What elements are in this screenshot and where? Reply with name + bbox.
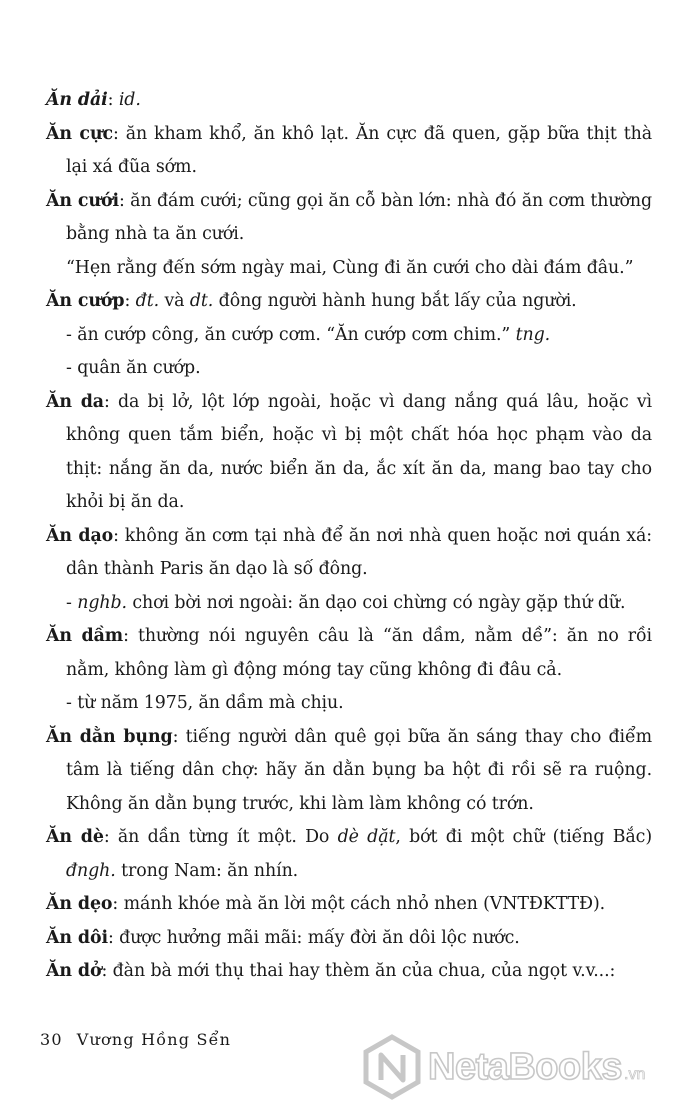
entry-example: - từ năm 1975, ăn dầm mà chịu.: [66, 693, 344, 713]
entry-example: - quân ăn cướp.: [66, 358, 201, 378]
entry-separator: :: [107, 927, 120, 948]
entry-definition: ăn kham khổ, ăn khô lạt. Ăn cực đã quen, gặp bữa thịt thà lại xá đũa sớm.: [66, 123, 653, 177]
entry-an-de: [46, 821, 652, 888]
entry-headword: Ăn cực: [46, 123, 113, 144]
entry-headword: Ăn dôi: [46, 927, 108, 948]
example-text: chơi bời nơi ngoài: ăn dạo coi chừng có ngày gặp thứ dữ.: [126, 592, 626, 613]
entry-definition: ăn dần từng ít một. Do: [117, 827, 338, 847]
entry-pos: đt.: [135, 291, 160, 311]
entry-separator: :: [103, 827, 118, 847]
entry-definition: da bị lở, lột lớp ngoài, hoặc vì dang nắng quá lâu, hoặc vì không quen tắm biển, hoặc vì bị một chất hóa học phạm vào da thịt: nắng ăn da, nước biển ăn da, ắc xít ăn da, mang bao tay cho khỏi bị ăn da.: [66, 391, 653, 512]
entry-pos: dt.: [189, 291, 214, 311]
entry-an-do: [46, 955, 652, 989]
entry-italic-term: dè dặt: [337, 827, 396, 847]
entry-headword: Ăn cướp: [46, 291, 125, 311]
entry-separator: :: [172, 726, 186, 747]
page-number: 30: [40, 1030, 63, 1049]
entry-headword: Ăn dải: [46, 90, 108, 110]
entry-headword: Ăn dẹo: [46, 894, 113, 914]
entry-an-deo: [46, 888, 652, 922]
entry-an-cuc: [46, 118, 652, 185]
entry-conjunction: và: [159, 291, 190, 311]
entry-definition: tiếng người dân quê gọi bữa ăn sáng thay cho điểm tâm là tiếng dân chợ: hãy ăn dằn bụng ba hột đi rồi sẽ ra ruộng. Không ăn dằn bụng trước, khi làm làm không có trớn.: [66, 726, 653, 814]
entry-quote: “Hẹn rằng đến sớm ngày mai, Cùng đi ăn cưới cho dài đám đâu.”: [66, 257, 634, 278]
entry-definition: mánh khóe mà ăn lời một cách nhỏ nhen (VNTĐKTTĐ).: [123, 894, 606, 914]
entry-definition: đàn bà mới thụ thai hay thèm ăn của chua, của ngọt v.v...:: [112, 961, 616, 981]
entry-an-cuoi: [46, 185, 652, 252]
entry-an-dam: [46, 620, 652, 687]
entry-separator: :: [103, 391, 118, 412]
entry-separator: :: [101, 961, 113, 981]
entry-headword: Ăn dằn bụng: [46, 726, 173, 747]
entry-separator: :: [124, 291, 136, 311]
entry-an-dai: [46, 84, 652, 118]
entry-an-doi: [46, 922, 652, 956]
entry-separator: :: [113, 525, 125, 546]
entry-definition: không ăn cơm tại nhà để ăn nơi nhà quen hoặc nơi quán xá: dân thành Paris ăn dạo là số đông.: [66, 525, 652, 579]
entry-an-dan-bung: [46, 721, 652, 822]
netabooks-logo-icon: [362, 1034, 422, 1100]
entry-separator: :: [118, 190, 131, 211]
example-abbrev: tng.: [515, 324, 551, 345]
entry-example: [46, 319, 652, 353]
example-text: -: [66, 592, 78, 613]
entry-an-da: [46, 386, 652, 520]
example-abbrev: nghb.: [77, 592, 127, 613]
entry-headword: Ăn da: [46, 391, 104, 412]
entry-example: [46, 587, 652, 621]
entry-headword: Ăn dạo: [46, 525, 114, 546]
entry-definition: , bớt đi một chữ (tiếng Bắc): [395, 827, 653, 847]
entry-headword: Ăn dầm: [46, 626, 124, 646]
example-text: - ăn cướp công, ăn cướp cơm. “Ăn cướp cơm chim.”: [66, 324, 516, 345]
entry-definition: thường nói nguyên câu là “ăn dầm, nằm dề”: ăn no rồi nằm, không làm gì động móng tay cũng không đi đâu cả.: [66, 626, 653, 680]
entry-definition: được hưởng mãi mãi: mấy đời ăn dôi lộc nước.: [119, 927, 520, 948]
entry-separator: :: [107, 90, 119, 110]
entry-separator: :: [123, 626, 138, 646]
entry-an-dao: [46, 520, 652, 587]
entry-headword: Ăn dở: [46, 961, 102, 981]
entry-abbrev: id.: [118, 90, 141, 110]
entry-abbrev: đngh.: [66, 860, 116, 881]
entry-definition: trong Nam: ăn nhín.: [115, 860, 299, 881]
entry-headword: Ăn cưới: [46, 190, 119, 211]
entry-separator: :: [112, 894, 124, 914]
entry-definition: ăn đám cưới; cũng gọi ăn cỗ bàn lớn: nhà đó ăn cơm thường bằng nhà ta ăn cưới.: [66, 190, 652, 244]
entry-an-cuop: [46, 285, 652, 319]
entry-definition: đông người hành hung bắt lấy của người.: [213, 291, 577, 311]
watermark-tld: .vn: [624, 1066, 646, 1083]
entry-separator: :: [112, 123, 126, 144]
page-footer: [40, 1030, 231, 1049]
netabooks-watermark: [362, 1032, 692, 1102]
author-name: Vương Hồng Sển: [76, 1030, 232, 1049]
dictionary-entries: [46, 84, 652, 989]
watermark-brand: NetaBooks: [428, 1045, 622, 1088]
entry-headword: Ăn dè: [46, 827, 104, 847]
